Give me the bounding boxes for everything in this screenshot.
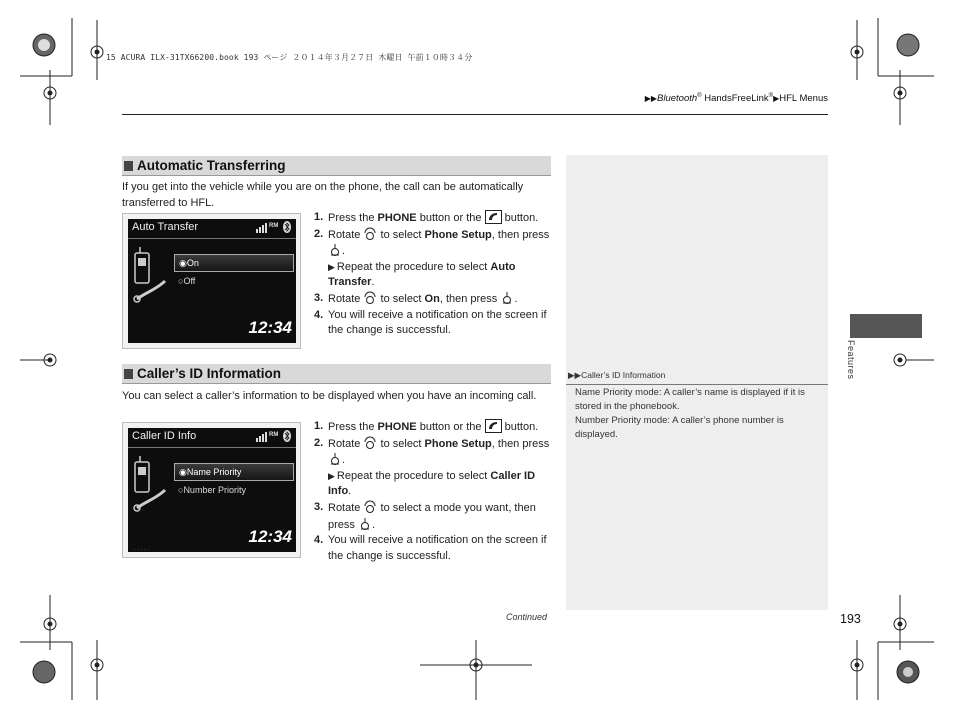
screen-clock: 12:34 xyxy=(248,318,292,337)
page-number: 193 xyxy=(840,612,861,626)
step-item: 3. Rotate to select a mode you want, then press . xyxy=(314,500,536,531)
signal-bluetooth-status xyxy=(256,220,292,236)
step-item: 4. You will receive a notification on the screen if the change is successful. xyxy=(314,534,547,562)
registered-mark: ® xyxy=(697,93,702,99)
dial-press-icon xyxy=(328,452,342,466)
steps-caller-id xyxy=(314,419,554,564)
dial-rotate-icon xyxy=(363,500,377,514)
breadcrumb-handsfreelink: HandsFreeLink xyxy=(701,93,769,105)
signal-icon xyxy=(256,220,292,234)
dial-rotate-icon xyxy=(363,227,377,241)
note-heading: ▶▶Caller’s ID Information xyxy=(566,370,828,385)
breadcrumb-hfl-menus: HFL Menus xyxy=(779,93,828,105)
step-item: 1. Press the PHONE button or the button. xyxy=(314,211,539,224)
screen-caller-id xyxy=(122,422,301,558)
section-heading-caller-id: Caller’s ID Information xyxy=(122,364,551,384)
roaming-label: RM xyxy=(269,223,279,229)
step-item: 1. Press the PHONE button or the button. xyxy=(314,420,539,433)
phone-handset-illustration-icon xyxy=(131,454,171,534)
chapter-tab-label: Features xyxy=(846,340,856,380)
screen-dots: . . . . . xyxy=(134,546,150,552)
step-item: 2. Rotate to select Phone Setup, then press . xyxy=(314,227,550,258)
signal-bluetooth-status xyxy=(256,429,292,445)
dial-press-icon xyxy=(328,243,342,257)
registered-mark: ® xyxy=(768,93,774,99)
step-item: 4. You will receive a notification on the screen if the change is successful. xyxy=(314,308,547,337)
radio-selected-icon: ◉ xyxy=(179,467,187,477)
menu-option-selected[interactable]: ◉Name Priority xyxy=(174,463,294,481)
breadcrumb-bluetooth: Bluetooth xyxy=(657,93,698,105)
step-sub-item: ▶ Repeat the procedure to select Caller ID Info. xyxy=(328,469,536,498)
print-info-line: 15 ACURA ILX-31TX66200.book 193 ページ ２０１４年３月２７日 木曜日 午前１０時３４分 xyxy=(106,53,473,62)
continued-label: Continued xyxy=(506,612,548,622)
screen-auto-transfer xyxy=(122,213,301,349)
note-body xyxy=(575,386,820,442)
signal-icon xyxy=(256,429,292,443)
radio-unselected-icon: ○ xyxy=(178,276,184,286)
dial-rotate-icon xyxy=(363,291,377,305)
step-item: 2. Rotate to select Phone Setup, then press . xyxy=(314,436,550,467)
menu-option[interactable]: ○Off xyxy=(178,276,196,286)
screen-title: Auto Transfer xyxy=(132,221,199,233)
menu-option-selected[interactable]: ◉On xyxy=(174,254,294,272)
radio-unselected-icon: ○ xyxy=(178,485,184,495)
chapter-tab xyxy=(850,314,922,338)
breadcrumb-arrows: ▶▶ xyxy=(644,94,658,104)
phone-button-icon xyxy=(485,210,502,224)
dial-press-icon xyxy=(358,517,372,531)
section-heading-auto-transfer: Automatic Transferring xyxy=(122,156,551,176)
step-item: 3. Rotate to select On, then press . xyxy=(314,291,518,305)
phone-handset-illustration-icon xyxy=(131,245,171,325)
steps-auto-transfer xyxy=(314,210,554,339)
double-arrow-icon: ▶▶ xyxy=(568,370,582,380)
dial-press-icon xyxy=(500,291,514,305)
roaming-label: RM xyxy=(269,432,279,438)
radio-selected-icon: ◉ xyxy=(179,258,187,268)
screen-title: Caller ID Info xyxy=(132,430,197,442)
arrow-icon: ▶ xyxy=(328,470,335,481)
menu-option[interactable]: ○Number Priority xyxy=(178,485,246,495)
square-bullet-icon xyxy=(124,161,133,171)
note-line: Name Priority mode: A caller’s name is displayed if it is stored in the phonebook. xyxy=(575,387,805,412)
square-bullet-icon xyxy=(124,369,133,379)
arrow-icon: ▶ xyxy=(328,261,335,272)
note-line: Number Priority mode: A caller’s phone number is displayed. xyxy=(575,415,784,440)
header-rule xyxy=(122,114,828,115)
dial-rotate-icon xyxy=(363,436,377,450)
breadcrumb xyxy=(645,93,828,104)
screen-clock: 12:34 xyxy=(248,527,292,546)
intro-caller-id: You can select a caller’s information to be displayed when you have an incoming call. xyxy=(122,390,537,402)
phone-button-icon xyxy=(485,419,502,433)
intro-auto-transfer: If you get into the vehicle while you are on the phone, the call can be automatically transferred to HFL. xyxy=(122,181,524,209)
step-sub-item: ▶ Repeat the procedure to select Auto Transfer. xyxy=(328,260,516,289)
breadcrumb-arrow: ▶ xyxy=(773,94,780,104)
